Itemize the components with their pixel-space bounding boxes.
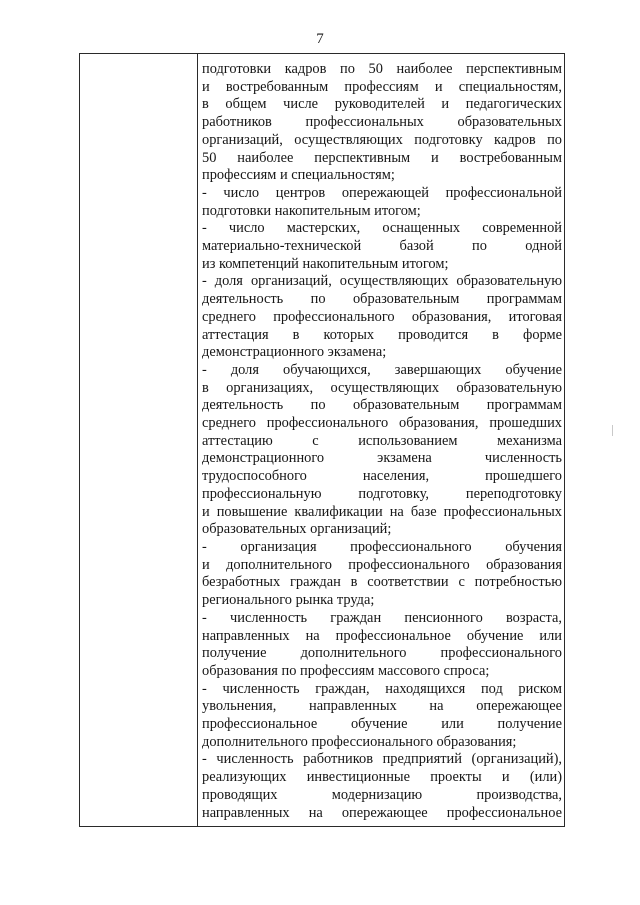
text-line: безработных граждан в соответствии с потребностью xyxy=(202,574,562,591)
text-line: аттестация в которых проводится в форме xyxy=(202,326,562,343)
text-line: подготовки накопительным итогом; xyxy=(202,202,421,219)
text-line: подготовки кадров по 50 наиболее перспективным xyxy=(202,61,562,77)
text-line: проводящих модернизацию производства, xyxy=(202,786,562,803)
text-line: демонстрационного экзамена численность xyxy=(202,450,562,467)
text-line: образовательных организаций; xyxy=(202,521,392,538)
text-line: профессиональное обучение или получение xyxy=(202,716,562,733)
text-line: - численность работников предприятий (организаций), xyxy=(202,751,562,768)
text-line: среднего профессионального образования, итоговая xyxy=(202,308,562,325)
text-line: материально-технической базой по одной xyxy=(202,238,562,255)
text-line: деятельность по образовательным программам xyxy=(202,397,562,414)
text-line: и дополнительного профессионального образования xyxy=(202,556,562,573)
text-line: направленных на опережающее профессиональное xyxy=(202,804,562,821)
text-line: увольнения, направленных на опережающее xyxy=(202,698,562,715)
text-line: аттестацию с использованием механизма xyxy=(202,432,562,449)
document-table xyxy=(79,53,565,827)
text-line: - доля обучающихся, завершающих обучение xyxy=(202,361,562,378)
text-line: и востребованным профессиям и специальностям, xyxy=(202,78,562,95)
text-line: деятельность по образовательным программам xyxy=(202,291,562,308)
text-line: в организациях, осуществляющих образовательную xyxy=(202,379,562,396)
column-divider xyxy=(197,54,198,826)
text-line: дополнительного профессионального образования; xyxy=(202,733,517,750)
text-line: профессиям и специальностям; xyxy=(202,167,395,184)
text-line: получение дополнительного профессионального xyxy=(202,645,562,662)
text-line: реализующих инвестиционные проекты и (или) xyxy=(202,769,562,786)
text-line: работников профессиональных образовательных xyxy=(202,114,562,131)
text-line: среднего профессионального образования, прошедших xyxy=(202,415,562,432)
text-line: - численность граждан пенсионного возраста, xyxy=(202,609,562,626)
text-line: в общем числе руководителей и педагогических xyxy=(202,96,562,113)
text-line: - организация профессионального обучения xyxy=(202,538,562,555)
text-line: - доля организаций, осуществляющих образовательную xyxy=(202,273,562,290)
text-line: демонстрационного экзамена; xyxy=(202,344,387,361)
text-line: 50 наиболее перспективным и востребованным xyxy=(202,149,562,166)
text-line: организаций, осуществляющих подготовку кадров по xyxy=(202,131,562,148)
text-line: - число центров опережающей профессиональной xyxy=(202,184,562,201)
text-line: трудоспособного населения, прошедшего xyxy=(202,468,562,485)
text-line: - число мастерских, оснащенных современной xyxy=(202,220,562,237)
text-line: - численность граждан, находящихся под риском xyxy=(202,680,562,697)
text-line: регионального рынка труда; xyxy=(202,592,375,609)
page-number: 7 xyxy=(316,31,324,47)
text-line: направленных на профессиональное обучение или xyxy=(202,627,562,644)
text-line: и повышение квалификации на базе профессиональных xyxy=(202,503,562,520)
right-cell-text xyxy=(202,61,562,822)
text-line: из компетенций накопительным итогом; xyxy=(202,255,449,272)
text-line: профессиональную подготовку, переподготовку xyxy=(202,485,562,502)
scan-artifact xyxy=(612,425,618,436)
text-line: образования по профессиям массового спроса; xyxy=(202,662,490,679)
